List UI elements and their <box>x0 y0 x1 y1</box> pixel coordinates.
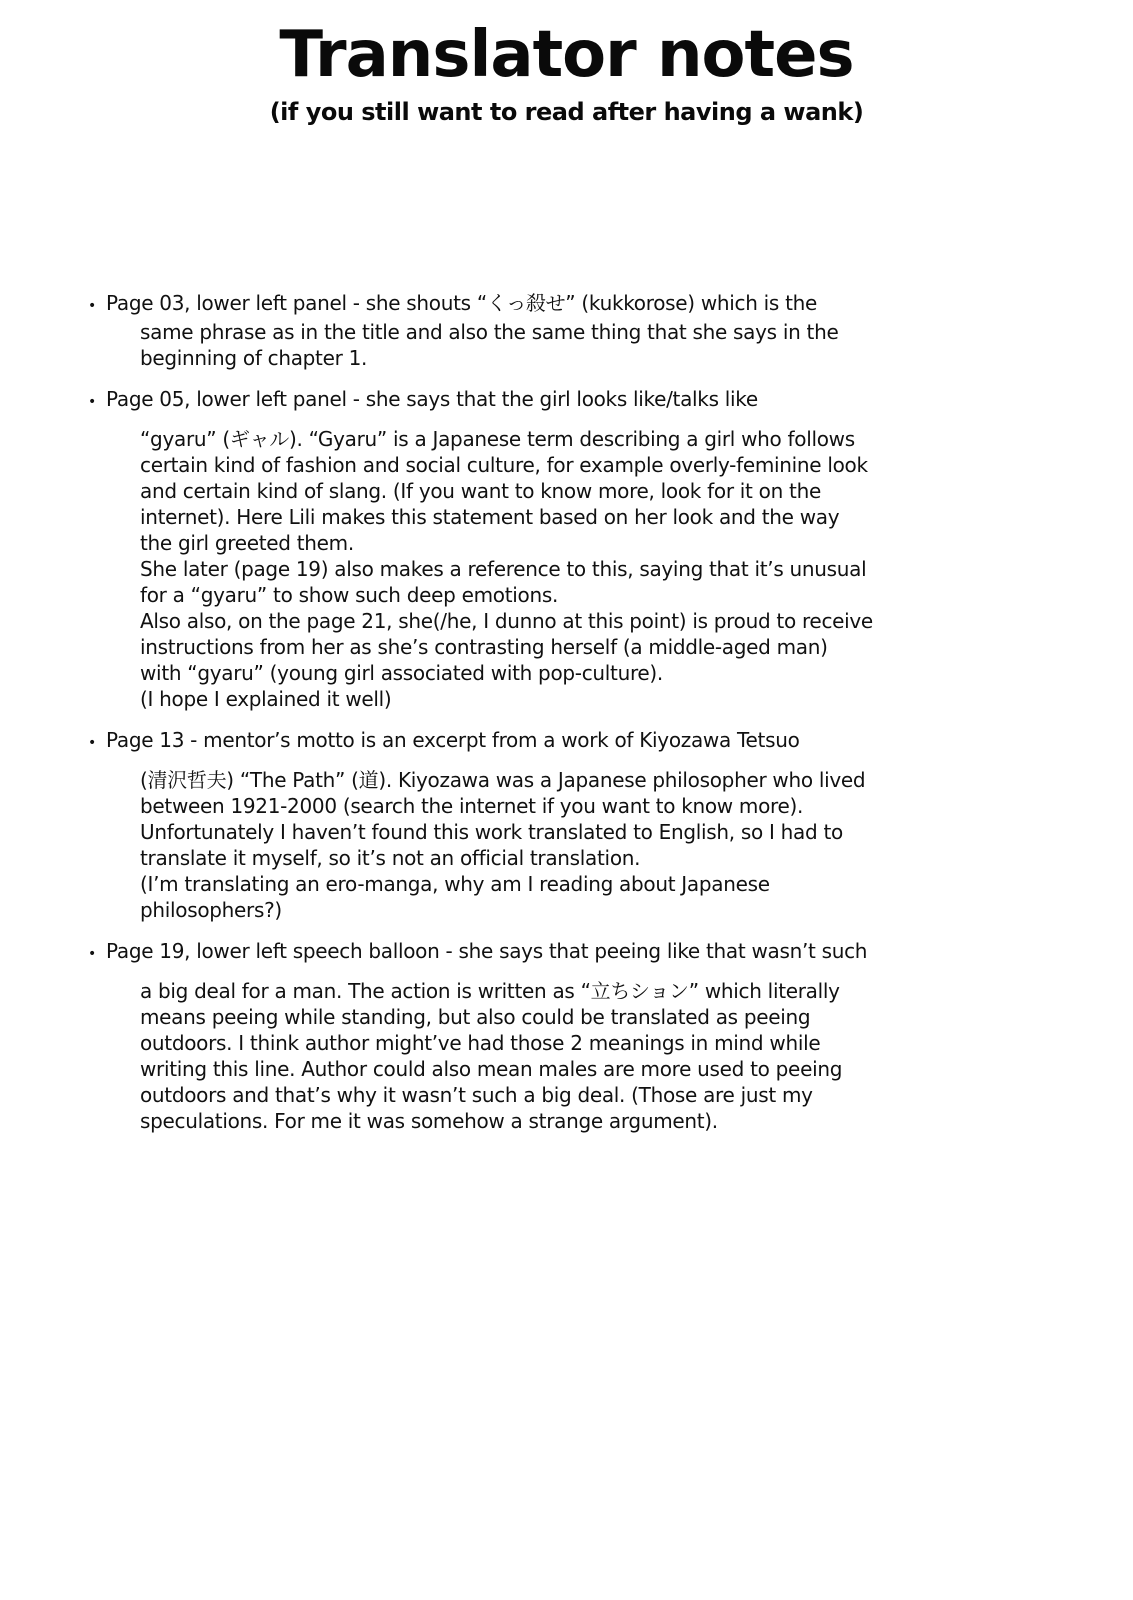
page-subtitle: (if you still want to read after having a wank) <box>269 98 864 126</box>
note-body <box>140 319 1078 371</box>
note-lead-row <box>88 727 1078 756</box>
note-lead-row <box>88 938 1078 967</box>
note-lead-text: Page 05, lower left panel - she says that the girl looks like/talks like <box>106 387 758 411</box>
note-item <box>88 386 1078 712</box>
note-body-line: outdoors. I think author might’ve had those 2 meanings in mind while <box>140 1031 821 1055</box>
note-body-line: internet). Here Lili makes this statement based on her look and the way <box>140 505 840 529</box>
page-title: Translator notes <box>279 18 854 92</box>
notes-list <box>0 290 1133 1134</box>
note-body-line: between 1921-2000 (search the internet if you want to know more). <box>140 794 804 818</box>
note-body-line: philosophers?) <box>140 898 282 922</box>
note-body-line: (清沢哲夫) “The Path” (道). Kiyozawa was a Japanese philosopher who lived <box>140 768 866 792</box>
note-body-line: writing this line. Author could also mean males are more used to peeing <box>140 1057 843 1081</box>
bullet-marker: • <box>88 735 96 751</box>
bullet-marker: • <box>88 946 96 962</box>
note-body <box>140 978 1078 1134</box>
note-body-line: for a “gyaru” to show such deep emotions. <box>140 583 559 607</box>
bullet-marker: • <box>88 394 96 410</box>
note-body <box>140 426 1078 712</box>
note-body-line: She later (page 19) also makes a reference to this, saying that it’s unusual <box>140 557 867 581</box>
page-header <box>0 0 1133 126</box>
note-body-line: Also also, on the page 21, she(/he, I dunno at this point) is proud to receive <box>140 609 873 633</box>
note-body-line: instructions from her as she’s contrasting herself (a middle-aged man) <box>140 635 828 659</box>
note-item <box>88 727 1078 923</box>
note-body-line: “gyaru” (ギャル). “Gyaru” is a Japanese term describing a girl who follows <box>140 427 855 451</box>
note-body-line: speculations. For me it was somehow a strange argument). <box>140 1109 718 1133</box>
note-body-line: a big deal for a man. The action is written as “立ちション” which literally <box>140 979 840 1003</box>
note-body-line: (I hope I explained it well) <box>140 687 392 711</box>
note-body <box>140 767 1078 923</box>
note-lead-text: Page 19, lower left speech balloon - she says that peeing like that wasn’t such <box>106 939 868 963</box>
note-item <box>88 290 1078 371</box>
note-body-line: beginning of chapter 1. <box>140 346 368 370</box>
note-body-line: translate it myself, so it’s not an official translation. <box>140 846 641 870</box>
note-item <box>88 938 1078 1134</box>
note-lead-text: Page 13 - mentor’s motto is an excerpt from a work of Kiyozawa Tetsuo <box>106 728 800 752</box>
note-body-line: Unfortunately I haven’t found this work translated to English, so I had to <box>140 820 843 844</box>
note-lead-row <box>88 386 1078 415</box>
note-lead-text: Page 03, lower left panel - she shouts “くっ殺せ” (kukkorose) which is the <box>106 291 818 315</box>
note-lead-row <box>88 290 1078 319</box>
note-body-line: and certain kind of slang. (If you want to know more, look for it on the <box>140 479 821 503</box>
note-body-line: with “gyaru” (young girl associated with pop-culture). <box>140 661 663 685</box>
bullet-marker: • <box>88 298 96 314</box>
note-body-line: the girl greeted them. <box>140 531 354 555</box>
note-body-line: (I’m translating an ero-manga, why am I reading about Japanese <box>140 872 770 896</box>
note-body-line: certain kind of fashion and social culture, for example overly-feminine look <box>140 453 868 477</box>
note-body-line: same phrase as in the title and also the same thing that she says in the <box>140 320 839 344</box>
note-body-line: means peeing while standing, but also could be translated as peeing <box>140 1005 811 1029</box>
note-body-line: outdoors and that’s why it wasn’t such a big deal. (Those are just my <box>140 1083 813 1107</box>
